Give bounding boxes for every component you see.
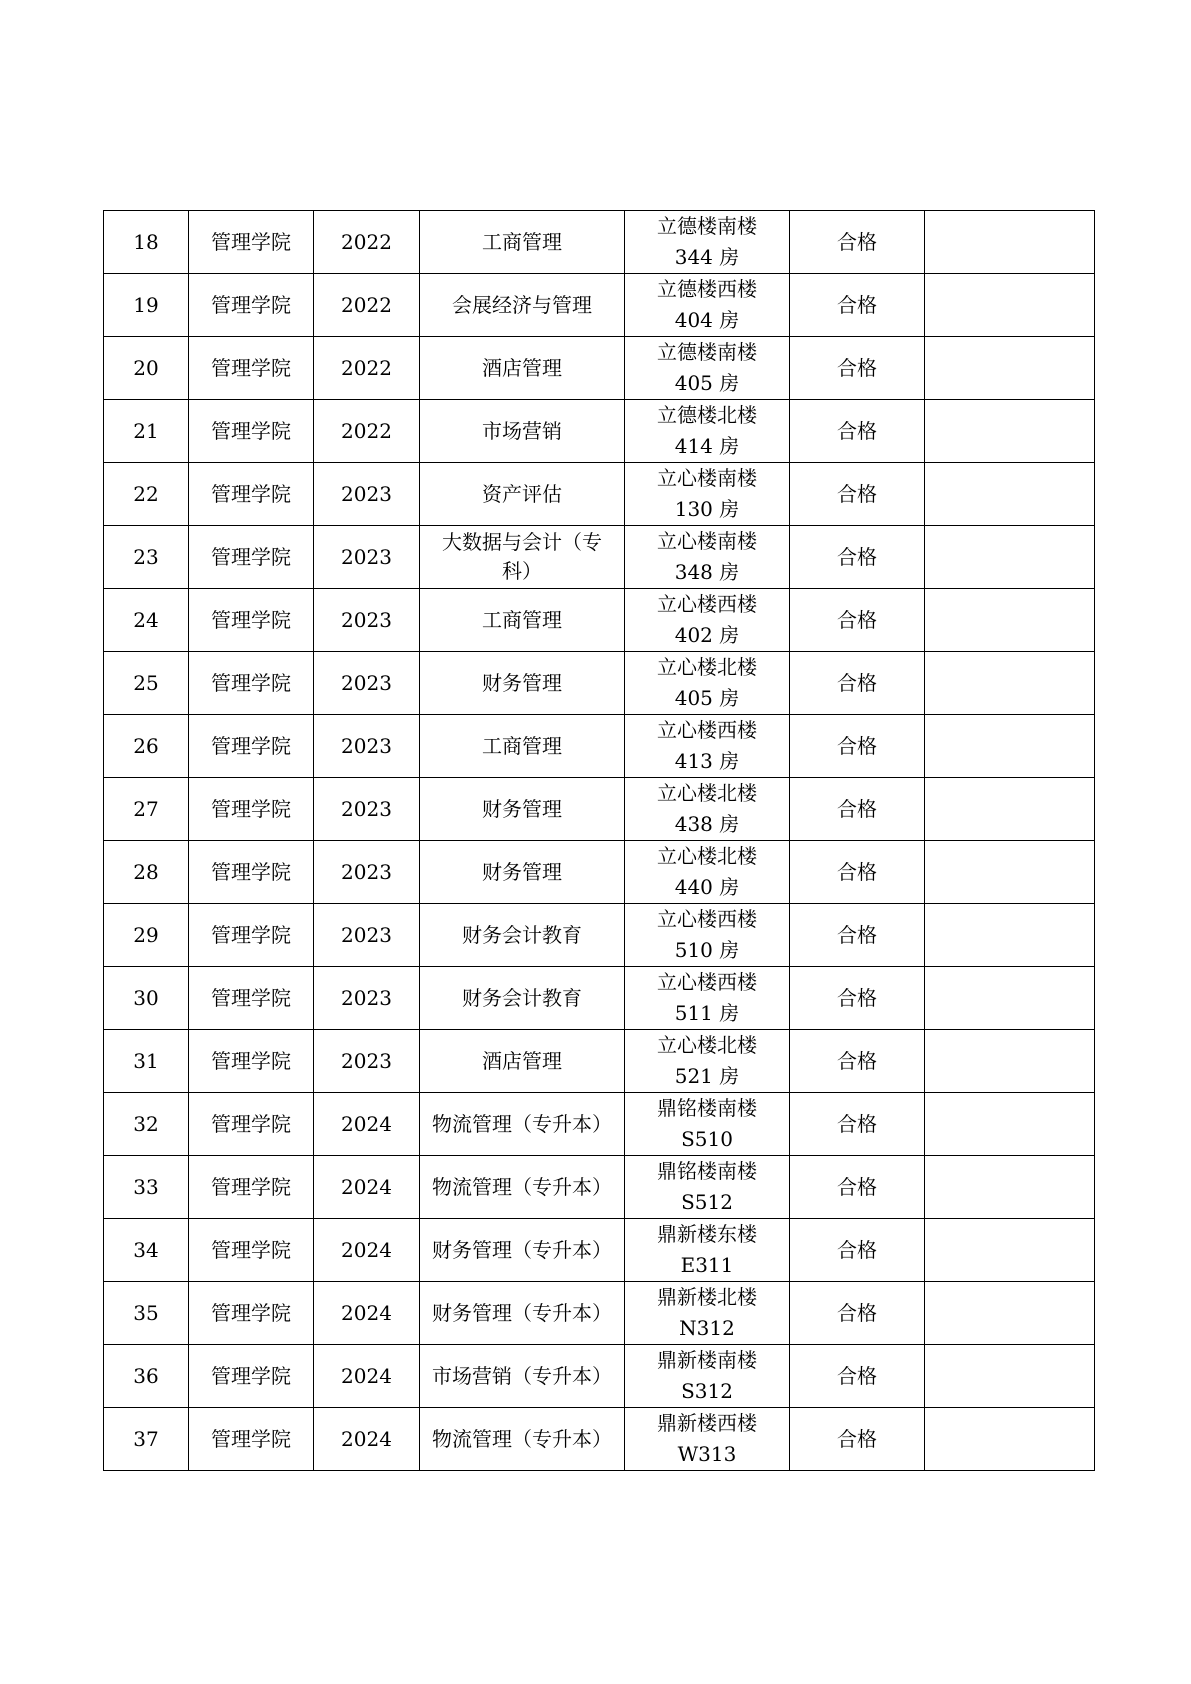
building-name: 鼎新楼西楼	[657, 1411, 757, 1435]
table-row	[104, 463, 1095, 526]
remark-cell	[925, 1030, 1095, 1093]
year-cell: 2024	[314, 1219, 420, 1282]
remark-cell	[925, 1408, 1095, 1471]
college-cell: 管理学院	[189, 1219, 314, 1282]
result-cell: 合格	[790, 1156, 925, 1219]
room-number: E311	[680, 1253, 734, 1277]
result-cell: 合格	[790, 715, 925, 778]
room-number: 402 房	[674, 623, 740, 647]
result-cell: 合格	[790, 778, 925, 841]
major-cell	[420, 463, 625, 526]
remark-cell	[925, 463, 1095, 526]
year-cell: 2022	[314, 274, 420, 337]
row-number-cell: 37	[104, 1408, 189, 1471]
room-cell	[625, 1156, 790, 1219]
room-number: 511 房	[674, 1001, 740, 1025]
result-cell: 合格	[790, 1282, 925, 1345]
major-text: 工商管理	[482, 733, 562, 758]
college-cell: 管理学院	[189, 211, 314, 274]
room-number: 348 房	[674, 560, 740, 584]
row-number-cell: 36	[104, 1345, 189, 1408]
row-number-cell: 28	[104, 841, 189, 904]
remark-cell	[925, 904, 1095, 967]
major-cell	[420, 274, 625, 337]
year-cell: 2023	[314, 778, 420, 841]
remark-cell	[925, 652, 1095, 715]
room-number: S512	[681, 1190, 733, 1214]
room-number: S312	[681, 1379, 733, 1403]
result-cell: 合格	[790, 1093, 925, 1156]
table-row	[104, 967, 1095, 1030]
year-cell: 2023	[314, 526, 420, 589]
major-cell	[420, 1345, 625, 1408]
year-cell: 2022	[314, 400, 420, 463]
remark-cell	[925, 274, 1095, 337]
result-cell: 合格	[790, 589, 925, 652]
room-cell	[625, 967, 790, 1030]
year-cell: 2023	[314, 841, 420, 904]
row-number-cell: 33	[104, 1156, 189, 1219]
major-cell	[420, 211, 625, 274]
remark-cell	[925, 967, 1095, 1030]
year-cell: 2023	[314, 589, 420, 652]
building-name: 立心楼西楼	[657, 970, 757, 994]
room-number: 413 房	[674, 749, 740, 773]
result-cell: 合格	[790, 841, 925, 904]
major-cell	[420, 1282, 625, 1345]
building-name: 鼎新楼南楼	[657, 1348, 757, 1372]
table-row	[104, 1408, 1095, 1471]
major-text: 会展经济与管理	[452, 292, 592, 317]
major-text: 财务会计教育	[462, 922, 582, 947]
major-text: 工商管理	[482, 229, 562, 254]
college-cell: 管理学院	[189, 463, 314, 526]
major-text: 财务会计教育	[462, 985, 582, 1010]
room-number: 414 房	[674, 434, 740, 458]
remark-cell	[925, 1345, 1095, 1408]
building-name: 立心楼北楼	[657, 1033, 757, 1057]
major-text: 财务管理	[482, 859, 562, 884]
result-cell: 合格	[790, 337, 925, 400]
remark-cell	[925, 1156, 1095, 1219]
major-cell	[420, 841, 625, 904]
table-row	[104, 274, 1095, 337]
major-text: 酒店管理	[482, 355, 562, 380]
result-cell: 合格	[790, 652, 925, 715]
college-cell: 管理学院	[189, 1156, 314, 1219]
major-text: 财务管理	[482, 670, 562, 695]
college-cell: 管理学院	[189, 400, 314, 463]
major-cell	[420, 715, 625, 778]
college-cell: 管理学院	[189, 841, 314, 904]
table-row	[104, 841, 1095, 904]
row-number-cell: 34	[104, 1219, 189, 1282]
row-number-cell: 21	[104, 400, 189, 463]
table-row	[104, 337, 1095, 400]
room-number: N312	[679, 1316, 735, 1340]
room-number: 404 房	[674, 308, 740, 332]
table-row	[104, 652, 1095, 715]
room-cell	[625, 1408, 790, 1471]
room-cell	[625, 778, 790, 841]
room-number: 344 房	[674, 245, 740, 269]
row-number-cell: 23	[104, 526, 189, 589]
room-cell	[625, 337, 790, 400]
college-cell: 管理学院	[189, 337, 314, 400]
remark-cell	[925, 337, 1095, 400]
year-cell: 2022	[314, 337, 420, 400]
college-cell: 管理学院	[189, 1093, 314, 1156]
row-number-cell: 30	[104, 967, 189, 1030]
row-number-cell: 32	[104, 1093, 189, 1156]
room-number: 440 房	[674, 875, 740, 899]
row-number-cell: 18	[104, 211, 189, 274]
year-cell: 2023	[314, 904, 420, 967]
major-cell	[420, 778, 625, 841]
major-text: 物流管理（专升本）	[432, 1426, 612, 1451]
building-name: 鼎新楼东楼	[657, 1222, 757, 1246]
college-cell: 管理学院	[189, 967, 314, 1030]
year-cell: 2024	[314, 1156, 420, 1219]
table-row	[104, 400, 1095, 463]
college-cell: 管理学院	[189, 526, 314, 589]
result-cell: 合格	[790, 526, 925, 589]
year-cell: 2024	[314, 1408, 420, 1471]
major-text: 大数据与会计（专科）	[442, 530, 602, 583]
major-text: 物流管理（专升本）	[432, 1174, 612, 1199]
row-number-cell: 19	[104, 274, 189, 337]
building-name: 立心楼南楼	[657, 466, 757, 490]
room-number: 438 房	[674, 812, 740, 836]
result-cell: 合格	[790, 400, 925, 463]
room-number: 130 房	[674, 497, 740, 521]
table-row	[104, 211, 1095, 274]
college-cell: 管理学院	[189, 1282, 314, 1345]
building-name: 鼎新楼北楼	[657, 1285, 757, 1309]
row-number-cell: 27	[104, 778, 189, 841]
major-text: 物流管理（专升本）	[432, 1111, 612, 1136]
table-row	[104, 778, 1095, 841]
building-name: 立心楼北楼	[657, 655, 757, 679]
row-number-cell: 24	[104, 589, 189, 652]
room-number: 405 房	[674, 686, 740, 710]
major-cell	[420, 1156, 625, 1219]
table-row	[104, 904, 1095, 967]
room-number: 405 房	[674, 371, 740, 395]
table-row	[104, 1282, 1095, 1345]
building-name: 立心楼北楼	[657, 781, 757, 805]
room-number: S510	[681, 1127, 733, 1151]
major-cell	[420, 1408, 625, 1471]
result-cell: 合格	[790, 1345, 925, 1408]
year-cell: 2022	[314, 211, 420, 274]
room-cell	[625, 1345, 790, 1408]
remark-cell	[925, 1093, 1095, 1156]
table-row	[104, 526, 1095, 589]
year-cell: 2023	[314, 1030, 420, 1093]
major-cell	[420, 337, 625, 400]
remark-cell	[925, 211, 1095, 274]
row-number-cell: 20	[104, 337, 189, 400]
building-name: 鼎铭楼南楼	[657, 1159, 757, 1183]
room-cell	[625, 526, 790, 589]
year-cell: 2023	[314, 967, 420, 1030]
room-cell	[625, 1030, 790, 1093]
room-cell	[625, 841, 790, 904]
result-cell: 合格	[790, 904, 925, 967]
major-text: 酒店管理	[482, 1048, 562, 1073]
building-name: 立心楼北楼	[657, 844, 757, 868]
college-cell: 管理学院	[189, 1030, 314, 1093]
table-row	[104, 1156, 1095, 1219]
remark-cell	[925, 526, 1095, 589]
row-number-cell: 31	[104, 1030, 189, 1093]
college-cell: 管理学院	[189, 778, 314, 841]
college-cell: 管理学院	[189, 589, 314, 652]
room-cell	[625, 1219, 790, 1282]
major-cell	[420, 1093, 625, 1156]
year-cell: 2024	[314, 1093, 420, 1156]
row-number-cell: 26	[104, 715, 189, 778]
major-cell	[420, 967, 625, 1030]
year-cell: 2023	[314, 715, 420, 778]
table-row	[104, 1345, 1095, 1408]
college-cell: 管理学院	[189, 652, 314, 715]
row-number-cell: 29	[104, 904, 189, 967]
row-number-cell: 25	[104, 652, 189, 715]
table-row	[104, 589, 1095, 652]
room-number: 510 房	[674, 938, 740, 962]
college-cell: 管理学院	[189, 904, 314, 967]
year-cell: 2023	[314, 463, 420, 526]
table-body	[104, 211, 1095, 1471]
table-row	[104, 1219, 1095, 1282]
building-name: 立德楼西楼	[657, 277, 757, 301]
table-row	[104, 1030, 1095, 1093]
room-cell	[625, 463, 790, 526]
major-text: 财务管理	[482, 796, 562, 821]
dormitory-inspection-table	[103, 210, 1095, 1471]
major-text: 财务管理（专升本）	[432, 1300, 612, 1325]
building-name: 立心楼西楼	[657, 907, 757, 931]
building-name: 立德楼南楼	[657, 340, 757, 364]
remark-cell	[925, 1219, 1095, 1282]
college-cell: 管理学院	[189, 1345, 314, 1408]
remark-cell	[925, 715, 1095, 778]
major-text: 工商管理	[482, 607, 562, 632]
room-cell	[625, 715, 790, 778]
row-number-cell: 35	[104, 1282, 189, 1345]
remark-cell	[925, 841, 1095, 904]
major-cell	[420, 1030, 625, 1093]
major-cell	[420, 526, 625, 589]
major-text: 市场营销（专升本）	[432, 1363, 612, 1388]
building-name: 立心楼西楼	[657, 718, 757, 742]
room-cell	[625, 652, 790, 715]
remark-cell	[925, 589, 1095, 652]
major-cell	[420, 904, 625, 967]
result-cell: 合格	[790, 463, 925, 526]
room-number: 521 房	[674, 1064, 740, 1088]
remark-cell	[925, 778, 1095, 841]
year-cell: 2024	[314, 1282, 420, 1345]
room-cell	[625, 589, 790, 652]
building-name: 立德楼南楼	[657, 214, 757, 238]
result-cell: 合格	[790, 967, 925, 1030]
room-cell	[625, 904, 790, 967]
table-row	[104, 715, 1095, 778]
major-cell	[420, 400, 625, 463]
room-cell	[625, 400, 790, 463]
remark-cell	[925, 1282, 1095, 1345]
building-name: 立德楼北楼	[657, 403, 757, 427]
major-text: 市场营销	[482, 418, 562, 443]
year-cell: 2024	[314, 1345, 420, 1408]
remark-cell	[925, 400, 1095, 463]
major-cell	[420, 1219, 625, 1282]
year-cell: 2023	[314, 652, 420, 715]
major-cell	[420, 589, 625, 652]
table-row	[104, 1093, 1095, 1156]
result-cell: 合格	[790, 274, 925, 337]
room-cell	[625, 1282, 790, 1345]
room-number: W313	[677, 1442, 737, 1466]
result-cell: 合格	[790, 1408, 925, 1471]
result-cell: 合格	[790, 1030, 925, 1093]
major-text: 资产评估	[482, 481, 562, 506]
building-name: 立心楼西楼	[657, 592, 757, 616]
room-cell	[625, 274, 790, 337]
row-number-cell: 22	[104, 463, 189, 526]
major-cell	[420, 652, 625, 715]
building-name: 立心楼南楼	[657, 529, 757, 553]
college-cell: 管理学院	[189, 1408, 314, 1471]
result-cell: 合格	[790, 211, 925, 274]
major-text: 财务管理（专升本）	[432, 1237, 612, 1262]
result-cell: 合格	[790, 1219, 925, 1282]
room-cell	[625, 211, 790, 274]
room-cell	[625, 1093, 790, 1156]
college-cell: 管理学院	[189, 274, 314, 337]
building-name: 鼎铭楼南楼	[657, 1096, 757, 1120]
college-cell: 管理学院	[189, 715, 314, 778]
